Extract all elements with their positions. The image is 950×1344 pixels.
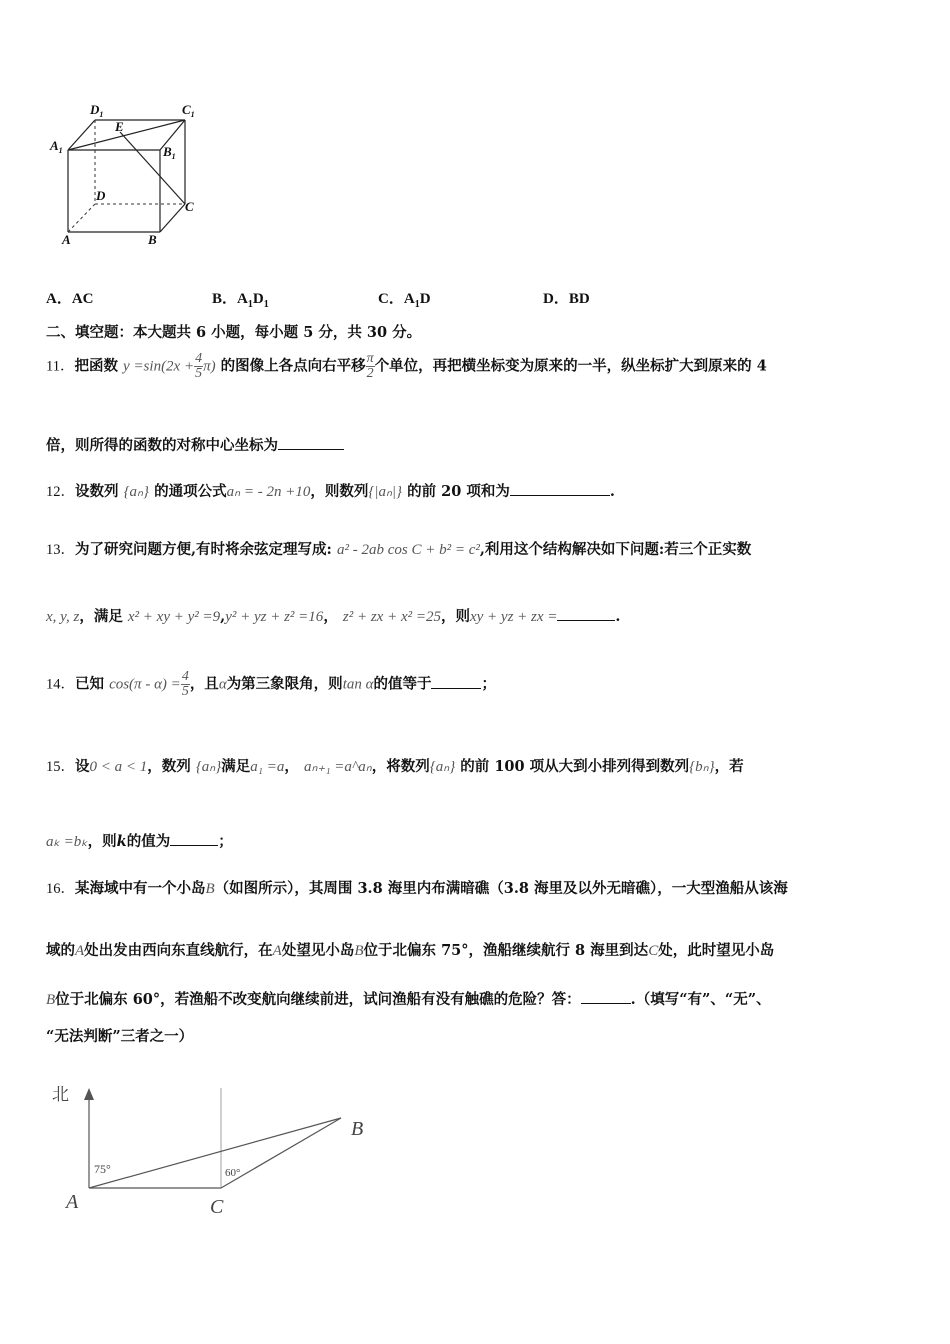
label-b: B <box>148 232 157 247</box>
question-13-line-1: 13．为了研究问题方便,有时将余弦定理写成: a² - 2ab cos C + b² = c²,利用这个结构解决如下问题:若三个正实数 <box>46 541 752 558</box>
question-13-line-2: x, y, z，满足 x² + xy + y² =9,y² + yz + z² =16， z² + zx + x² =25，则xy + yz + zx = . <box>46 608 621 625</box>
option-a: A．AC <box>46 291 94 307</box>
angle-75-label: 75° <box>94 1162 111 1176</box>
label-d: D <box>96 188 106 203</box>
section-heading: 二、填空题：本大题共 6 小题，每小题 5 分，共 30 分。 <box>46 324 422 341</box>
question-14: 14．已知 cos(π - α) = $\frac{4}{5}$ ，且α为第三象限角，则tan α的值等于 ； <box>46 669 496 699</box>
option-d: D．BD <box>543 291 590 307</box>
question-16-line-4: “无法判断”三者之一） <box>46 1028 194 1045</box>
label-c1: $C_1$ <box>182 102 195 119</box>
q14-answer-blank[interactable] <box>431 676 481 689</box>
navigation-figure <box>48 1080 378 1220</box>
cube-figure <box>40 98 215 258</box>
q16-answer-blank[interactable] <box>581 991 631 1004</box>
q12-answer-blank[interactable] <box>510 483 610 496</box>
option-c: C．$A_1D$ <box>378 291 431 310</box>
label-a1: $A_1$ <box>50 138 63 155</box>
question-16-line-1: 16．某海域中有一个小岛B（如图所示），其周围 3.8 海里内布满暗礁（3.8 海里及以外无暗礁），一大型渔船从该海 <box>46 880 788 897</box>
question-12: 12．设数列 {aₙ} 的通项公式aₙ = - 2n +10，则数列{|aₙ|} 的前 20 项和为 . <box>46 483 615 500</box>
angle-60-label: 60° <box>225 1167 241 1179</box>
label-d1: $D_1$ <box>90 102 104 119</box>
label-a: A <box>62 232 71 247</box>
question-11-line-1: 11．把函数 y =sin(2x + $\frac{4}{5}$ π) 的图像上各点向右平移 $\frac{\pi}{2}$ 个单位，再把横坐标变为原来的一半，纵坐标扩大到原来的 4 <box>46 351 767 381</box>
point-a-label: A <box>66 1191 79 1213</box>
point-c-label: C <box>210 1196 224 1218</box>
question-15-line-2: aₖ =bₖ，则k的值为 ； <box>46 833 233 850</box>
label-c: C <box>185 199 194 214</box>
north-label: 北 <box>52 1085 69 1104</box>
q11-shift-fraction: $\frac{\pi}{2}$ <box>366 351 374 381</box>
question-16-line-3: B位于北偏东 60°，若渔船不改变航向继续前进，试问渔船有没有触礁的危险？答： .（填写“有”、“无”、 <box>46 991 771 1008</box>
question-15-line-1: 15．设0 < a < 1，数列 {aₙ}满足a₁ =a， aₙ₊₁ =a^aₙ，将数列{aₙ} 的前 100 项从大到小排列得到数列{bₙ}，若 <box>46 758 744 775</box>
option-b: B．$A_1D_1$ <box>212 291 269 310</box>
question-11-line-2: 倍，则所得的函数的对称中心坐标为 <box>46 434 344 455</box>
label-e: E <box>115 119 124 134</box>
q11-fraction: $\frac{4}{5}$ <box>195 351 203 381</box>
q13-answer-blank[interactable] <box>557 608 615 621</box>
q11-function: y =sin(2x + <box>123 358 195 375</box>
question-16-line-2: 域的A处出发由西向东直线航行，在A处望见小岛B位于北偏东 75°，渔船继续航行 8 海里到达C处，此时望见小岛 <box>46 942 775 959</box>
q11-answer-blank[interactable] <box>278 437 344 450</box>
q15-answer-blank[interactable] <box>170 833 218 846</box>
q14-fraction: $\frac{4}{5}$ <box>181 669 189 699</box>
label-b1: $B_1$ <box>163 144 176 161</box>
point-b-label: B <box>351 1118 364 1140</box>
